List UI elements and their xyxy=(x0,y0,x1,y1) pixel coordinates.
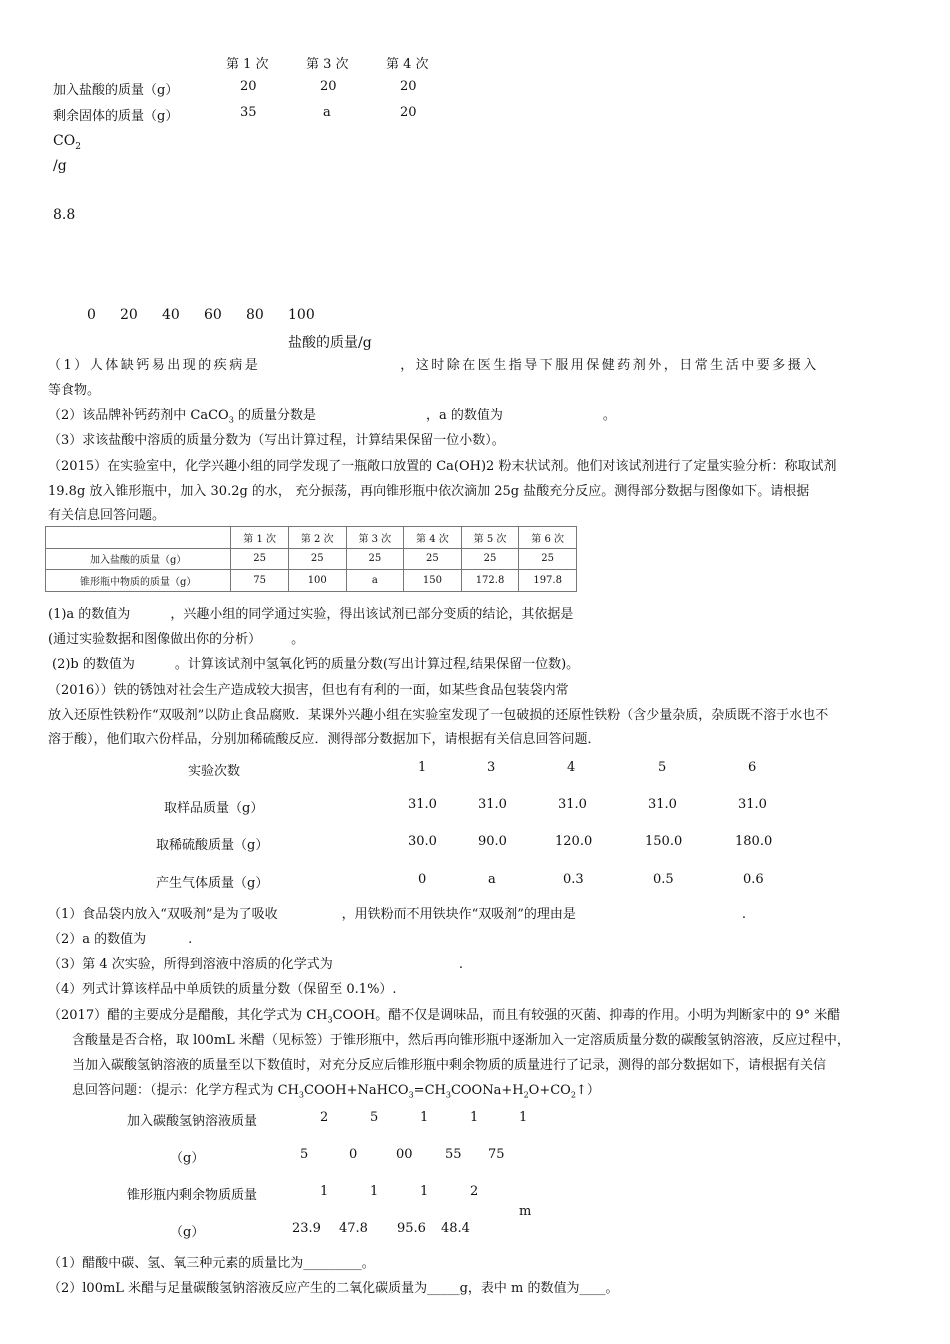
table1-header: 第 4 次 xyxy=(386,57,429,72)
table1-row-label: 加入盐酸的质量（g） xyxy=(53,83,179,98)
table-cell: a xyxy=(346,570,404,592)
graph-x-tick: 0 xyxy=(87,307,96,323)
table-cell: 锥形瓶内剩余物质质量 xyxy=(127,1188,258,1203)
table-cell: 25 xyxy=(461,548,519,570)
table-cell: 25 xyxy=(519,548,577,570)
graph-xlabel: 盐酸的质量/g xyxy=(288,335,372,351)
table-cell: 第 5 次 xyxy=(461,527,519,549)
table-cell: 0.5 xyxy=(653,872,674,887)
table-cell: 95.6 xyxy=(397,1221,426,1236)
q2015-q1-cont: (通过实验数据和图像做出你的分析） 。 xyxy=(48,632,305,647)
q2015-intro: 有关信息回答问题。 xyxy=(48,508,166,523)
table-cell: （g） xyxy=(170,1151,205,1166)
table-cell: 0 xyxy=(349,1147,358,1162)
q2016-intro: 放入还原性铁粉作“双吸剂”以防止食品腐败．某课外兴趣小组在实验室发现了一包破损的还原性铁粉（含少量杂质，杂质既不溶于水也不 xyxy=(48,708,829,723)
q2017-intro: 含酸量是否合格，取 l00mL 米醋（见标签）于锥形瓶中，然后再向锥形瓶中逐渐加入一定溶质质量分数的碳酸氢钠溶液，反应过程中， xyxy=(72,1033,850,1048)
q2016-intro: 溶于酸），他们取六份样品，分别加稀硫酸反应．测得部分数据加下，请根据有关信息回答问题． xyxy=(48,732,601,747)
table-cell: 5 xyxy=(658,760,667,775)
table-cell: 第 1 次 xyxy=(231,527,289,549)
table-cell: 实验次数 xyxy=(188,764,241,779)
q2016-q2: （2）a 的数值为 . xyxy=(48,932,193,947)
table-cell: a xyxy=(488,872,496,887)
q2016-q1: （1）食品袋内放入“双吸剂”是为了吸收 ，用铁粉而不用铁块作“双吸剂”的理由是 . xyxy=(48,907,747,922)
table-cell: 1 xyxy=(370,1184,379,1199)
table-cell: 25 xyxy=(404,548,462,570)
graph-y-tick: 8.8 xyxy=(53,207,76,223)
table1-cell: a xyxy=(323,105,331,120)
table-cell: 31.0 xyxy=(648,797,677,812)
q2017-q2: （2）l00mL 米醋与足量碳酸氢钠溶液反应产生的二氧化碳质量为_____g，表中 m 的数值为____。 xyxy=(48,1281,619,1296)
table-cell: 第 2 次 xyxy=(288,527,346,549)
table-cell: m xyxy=(519,1204,532,1219)
q2016-intro: （2016））铁的锈蚀对社会生产造成较大损害，但也有有利的一面，如某些食品包装袋内常 xyxy=(48,683,569,698)
table-cell: 1 xyxy=(320,1184,329,1199)
table-cell: 150 xyxy=(404,570,462,592)
q2015-data-table xyxy=(45,526,577,592)
table-cell: 第 4 次 xyxy=(404,527,462,549)
q2015-q2: (2)b 的数值为 。计算该试剂中氢氧化钙的质量分数(写出计算过程,结果保留一位数)。 xyxy=(52,657,580,672)
q2017-intro: 当加入碳酸氢钠溶液的质量至以下数值时，对充分反应后锥形瓶中剩余物质的质量进行了记录，测得的部分数据如下，请根据有关信 xyxy=(72,1058,827,1073)
table-cell xyxy=(46,527,231,549)
table-cell: 25 xyxy=(231,548,289,570)
table-cell: 2 xyxy=(470,1184,479,1199)
table-cell: 1 xyxy=(470,1110,479,1125)
table-cell: 加入碳酸氢钠溶液质量 xyxy=(127,1114,258,1129)
q2015-intro: （2015）在实验室中，化学兴趣小组的同学发现了一瓶敞口放置的 Ca(OH)2 粉末状试剂。他们对该试剂进行了定量实验分析：称取试剂 xyxy=(48,459,837,474)
table-cell: 加入盐酸的质量（g） xyxy=(46,548,231,570)
table1-cell: 20 xyxy=(240,79,257,94)
q2014-q2: （2）该品牌补钙药剂中 CaCO$_3$ 的质量分数是 ，a 的数值为 。 xyxy=(48,408,616,425)
table-cell: 197.8 xyxy=(519,570,577,592)
table-cell: 1 xyxy=(420,1110,429,1125)
table-cell: 31.0 xyxy=(408,797,437,812)
table-cell: 31.0 xyxy=(558,797,587,812)
table-cell: 00 xyxy=(396,1147,413,1162)
table1-row-label: 剩余固体的质量（g） xyxy=(53,109,179,124)
table-cell: 150.0 xyxy=(645,834,683,849)
graph-ylabel: $CO_2$ xyxy=(53,133,81,152)
table-cell: 31.0 xyxy=(738,797,767,812)
table-cell: 1 xyxy=(420,1184,429,1199)
q2017-intro: 息回答问题：（提示：化学方程式为 $CH_3COOH+NaHCO_3=CH_3COONa+H_2O+CO_2↑$） xyxy=(72,1083,600,1100)
table1-cell: 20 xyxy=(400,79,417,94)
table-cell: 48.4 xyxy=(441,1221,470,1236)
table-cell: 第 3 次 xyxy=(346,527,404,549)
table-row xyxy=(46,527,577,549)
q2015-q1: (1)a 的数值为 ，兴趣小组的同学通过实验，得出该试剂已部分变质的结论，其依据是 xyxy=(48,607,574,622)
table-cell: 75 xyxy=(488,1147,505,1162)
table1-cell: 20 xyxy=(400,105,417,120)
graph-x-tick: 80 xyxy=(246,307,264,323)
table-cell: 100 xyxy=(288,570,346,592)
graph-x-tick: 100 xyxy=(288,307,315,323)
q2016-q4: （4）列式计算该样品中单质铁的质量分数（保留至 0.1%）. xyxy=(48,982,397,997)
graph-ylabel-unit: /g xyxy=(53,158,67,174)
table-cell: 取样品质量（g） xyxy=(164,801,264,816)
table-cell: （g） xyxy=(170,1225,205,1240)
table-cell: 1 xyxy=(519,1110,528,1125)
table-cell: 120.0 xyxy=(555,834,593,849)
table-cell: 0.6 xyxy=(743,872,764,887)
q2014-q3: （3）求该盐酸中溶质的质量分数为（写出计算过程，计算结果保留一位小数）。 xyxy=(48,433,505,448)
table1-header: 第 3 次 xyxy=(306,57,349,72)
table-cell: 1 xyxy=(418,760,427,775)
table-cell: 25 xyxy=(346,548,404,570)
table-cell: 5 xyxy=(300,1147,309,1162)
table1-cell: 35 xyxy=(240,105,257,120)
q2015-intro: 19.8g 放入锥形瓶中，加入 30.2g 的水， 充分振荡，再向锥形瓶中依次滴加 25g 盐酸充分反应。测得部分数据与图像如下。请根据 xyxy=(48,484,810,499)
table-cell: 3 xyxy=(487,760,496,775)
graph-x-tick: 60 xyxy=(204,307,222,323)
q2017-q1: （1）醋酸中碳、氢、氧三种元素的质量比为_________。 xyxy=(48,1256,375,1271)
table-row xyxy=(46,570,577,592)
table-cell: 23.9 xyxy=(292,1221,321,1236)
table-cell: 31.0 xyxy=(478,797,507,812)
table-cell: 锥形瓶中物质的质量（g） xyxy=(46,570,231,592)
table-row xyxy=(46,548,577,570)
table-cell: 0.3 xyxy=(563,872,584,887)
q2014-q1-end: 等食物。 xyxy=(48,383,101,398)
q2014-q1: （1）人体缺钙易出现的疾病是 ，这时除在医生指导下服用保健药剂外，日常生活中要多摄入 xyxy=(48,358,819,373)
q2017-intro: （2017）醋的主要成分是醋酸，其化学式为 $CH_3COOH$。醋不仅是调味品，而且有较强的灭菌、抑毒的作用。小明为判断家中的 9° 米醋 xyxy=(48,1008,841,1025)
graph-x-tick: 20 xyxy=(120,307,138,323)
table-cell: 90.0 xyxy=(478,834,507,849)
table-cell: 6 xyxy=(748,760,757,775)
table-cell: 75 xyxy=(231,570,289,592)
table1-cell: 20 xyxy=(320,79,337,94)
table-cell: 4 xyxy=(567,760,576,775)
table-cell: 5 xyxy=(370,1110,379,1125)
table-cell: 172.8 xyxy=(461,570,519,592)
table-cell: 2 xyxy=(320,1110,329,1125)
table-cell: 第 6 次 xyxy=(519,527,577,549)
table-cell: 0 xyxy=(418,872,427,887)
table1-header: 第 1 次 xyxy=(226,57,269,72)
q2016-q3: （3）第 4 次实验，所得到溶液中溶质的化学式为 . xyxy=(48,957,463,972)
table-cell: 25 xyxy=(288,548,346,570)
graph-x-tick: 40 xyxy=(162,307,180,323)
table-cell: 47.8 xyxy=(339,1221,368,1236)
table-cell: 30.0 xyxy=(408,834,437,849)
table-cell: 产生气体质量（g） xyxy=(156,876,269,891)
table-cell: 取稀硫酸质量（g） xyxy=(156,838,269,853)
table-cell: 55 xyxy=(445,1147,462,1162)
table-cell: 180.0 xyxy=(735,834,773,849)
